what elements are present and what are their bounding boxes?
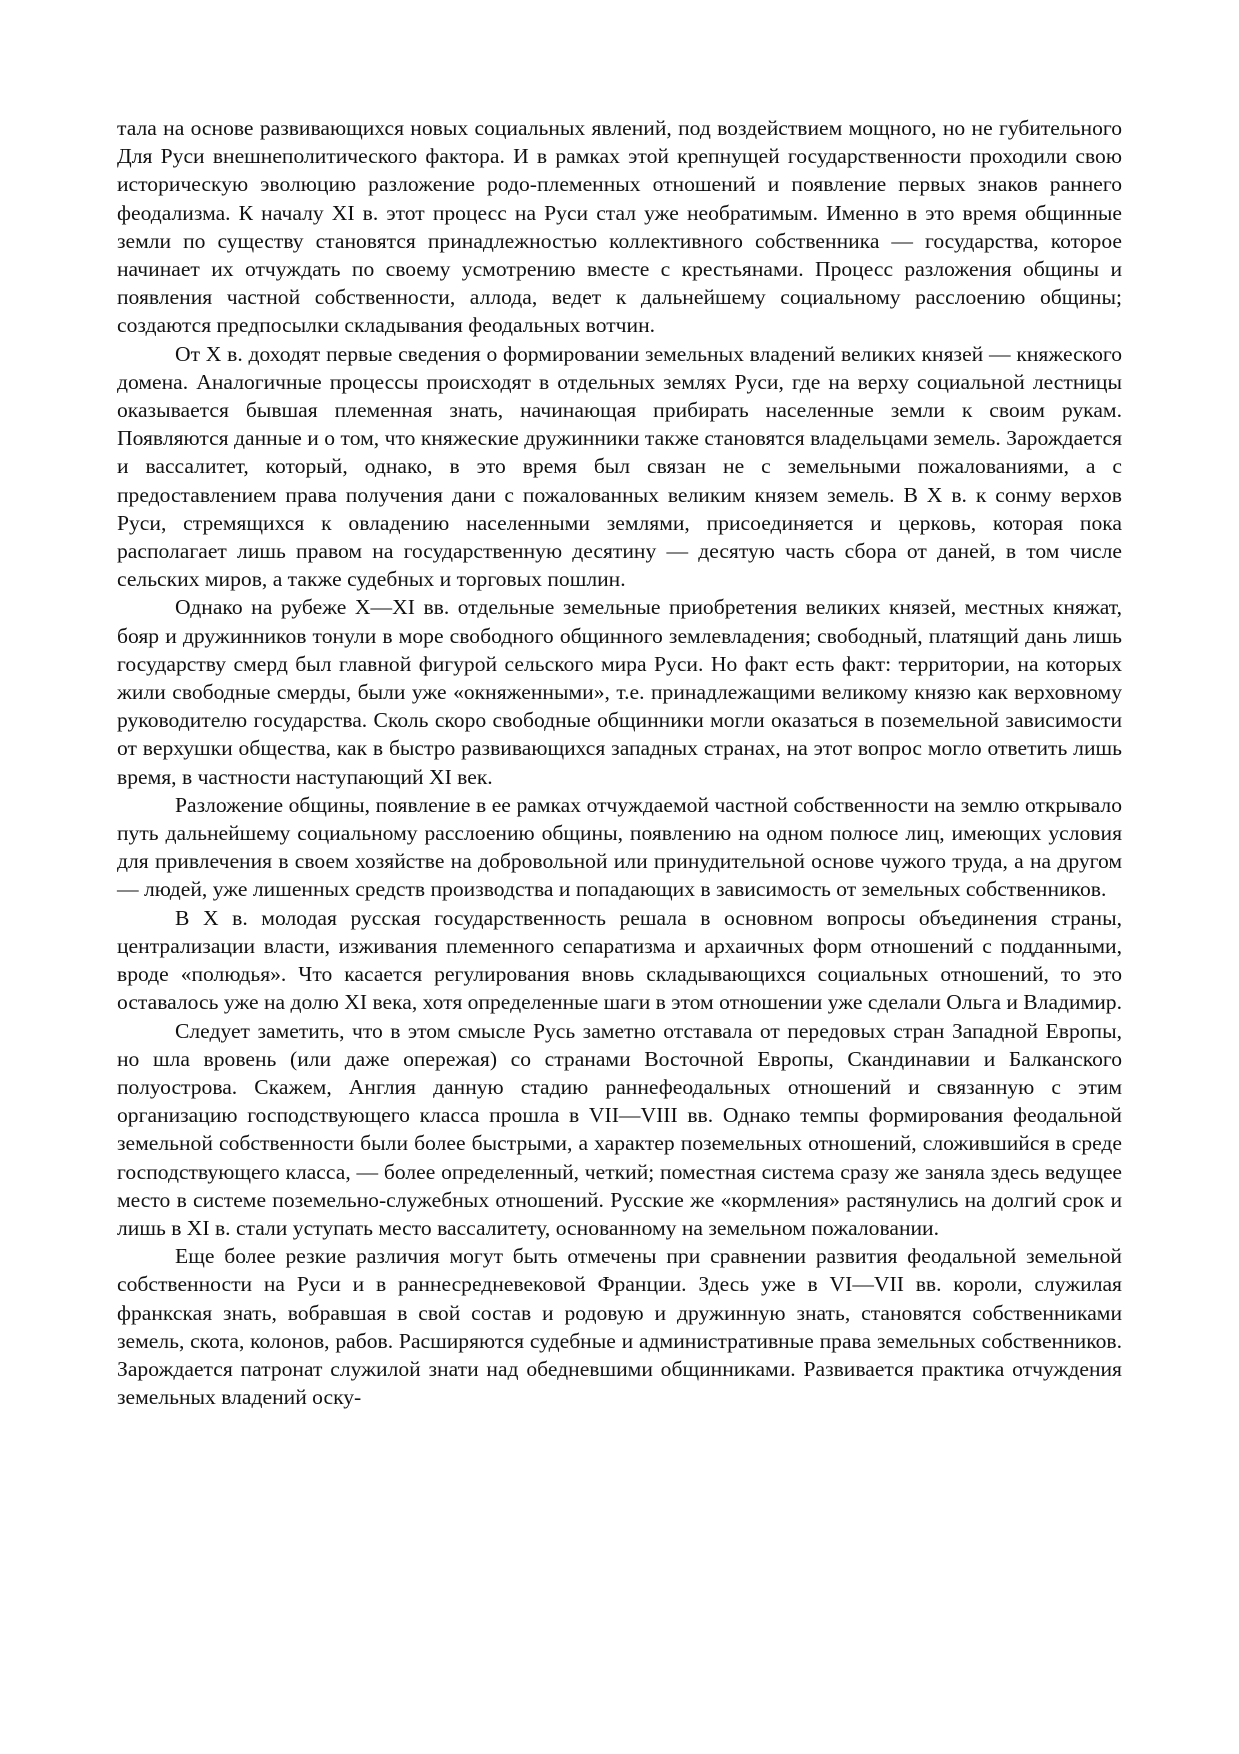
paragraph-3: Однако на рубеже X—XI вв. отдельные земельные приобретения великих князей, местных княжат, бояр и дружинников тонули в море свободного общинного землевладения; свободный, платящий дань лишь государству смерд был главной фигурой сельского мира Руси. Но факт есть факт: территории, на которых жили свободные смерды, были уже «окняженными», т.е. принадлежащими великому князю как верховному руководителю государства. Сколь скоро свободные общинники могли оказаться в поземельной зависимости от верхушки общества, как в быстро развивающихся западных странах, на этот вопрос могло ответить лишь время, в частности наступающий XI век. (117, 595, 1122, 789)
paragraph-6: Следует заметить, что в этом смысле Русь заметно отставала от передовых стран Западной Европы, но шла вровень (или даже опережая) со странами Восточной Европы, Скандинавии и Балканского полуострова. Скажем, Англия данную стадию раннефеодальных отношений и связанную с этим организацию господствующего класса прошла в VII—VIII вв. Однако темпы формирования феодальной земельной собственности были более быстрыми, а характер поземельных отношений, сложившийся в среде господствующего класса, — более определенный, четкий; поместная система сразу же заняла здесь ведущее место в системе поземельно-служебных отношений. Русские же «кормления» растянулись на долгий срок и лишь в XI в. стали уступать место вассалитету, основанному на земельном пожаловании. (117, 1018, 1122, 1240)
paragraph-4: Разложение общины, появление в ее рамках отчуждаемой частной собственности на землю открывало путь дальнейшему социальному расслоению общины, появлению на одном полюсе лиц, имеющих условия для привлечения в своем хозяйстве на добровольной или принудительной основе чужого труда, а на другом — людей, уже лишенных средств производства и попадающих в зависимость от земельных собственников. (117, 792, 1122, 902)
document-page (117, 114, 1122, 1411)
paragraph-7: Еще более резкие различия могут быть отмечены при сравнении развития феодальной земельной собственности на Руси и в раннесредневековой Франции. Здесь уже в VI—VII вв. короли, служилая франкская знать, вобравшая в свой состав и родовую и дружинную знать, становятся собственниками земель, скота, колонов, рабов. Расширяются судебные и административные права земельных собственников. Зарождается патронат служилой знати над обедневшими общинниками. Развивается практика отчуждения земельных владений оску- (117, 1244, 1122, 1410)
paragraph-1: тала на основе развивающихся новых социальных явлений, под воздействием мощного, но не губительного Для Руси внешнеполитического фактора. И в рамках этой крепнущей государственности проходили свою историческую эволюцию разложение родо-племенных отношений и появление первых знаков раннего феодализма. К началу XI в. этот процесс на Руси стал уже необратимым. Именно в это время общинные земли по существу становятся принадлежностью коллективного собственника — государства, которое начинает их отчуждать по своему усмотрению вместе с крестьянами. Процесс разложения общины и появления частной собственности, аллода, ведет к дальнейшему социальному расслоению общины; создаются предпосылки складывания феодальных вотчин. (117, 116, 1122, 338)
paragraph-5: В X в. молодая русская государственность решала в основном вопросы объединения страны, централизации власти, изживания племенного сепаратизма и архаичных форм отношений с подданными, вроде «полюдья». Что касается регулирования вновь складывающихся социальных отношений, то это оставалось уже на долю XI века, хотя определенные шаги в этом отношении уже сделали Ольга и Владимир. (117, 905, 1123, 1015)
paragraph-2: От X в. доходят первые сведения о формировании земельных владений великих князей — княжеского домена. Аналогичные процессы происходят в отдельных землях Руси, где на верху социальной лестницы оказывается бывшая племенная знать, начинающая прибирать населенные земли к своим рукам. Появляются данные и о том, что княжеские дружинники также становятся владельцами земель. Зарождается и вассалитет, который, однако, в это время был связан не с земельными пожалованиями, а с предоставлением права получения дани с пожалованных великим князем земель. В X в. к сонму верхов Руси, стремящихся к овладению населенными землями, присоединяется и церковь, которая пока располагает лишь правом на государственную десятину — десятую часть сбора от даней, в том числе сельских миров, а также судебных и торговых пошлин. (117, 341, 1122, 592)
